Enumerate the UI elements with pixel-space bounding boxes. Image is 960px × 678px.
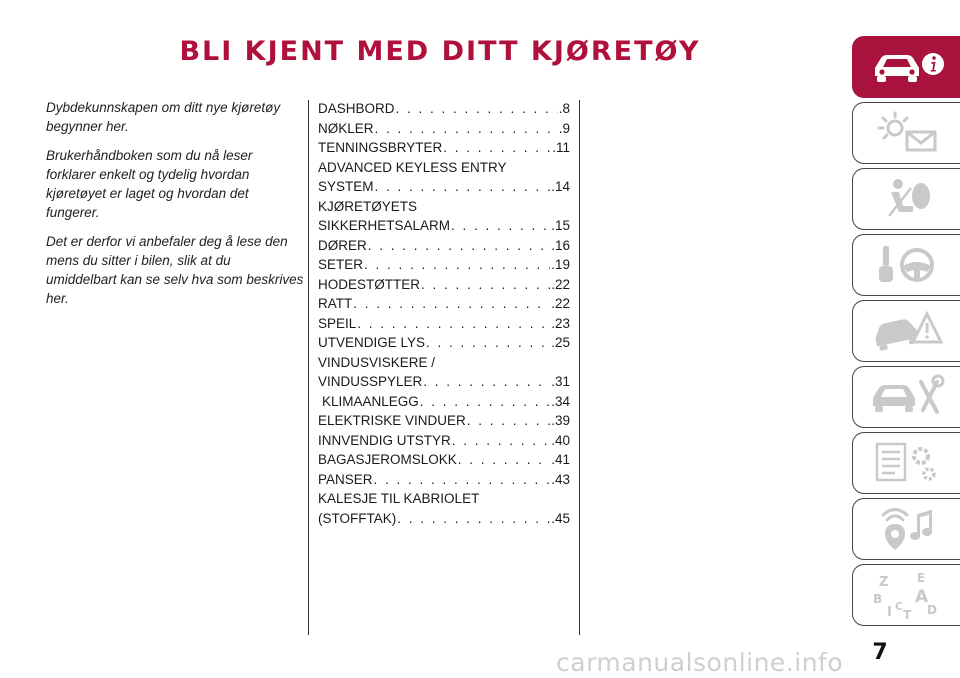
index-letter: I xyxy=(886,605,892,620)
toc-page: .9 xyxy=(558,120,570,136)
toc-entry-innvendig-utstyr[interactable] xyxy=(318,431,570,451)
key-steering-wheel-icon xyxy=(865,240,949,290)
toc-entry-keyless-entry[interactable] xyxy=(318,158,570,197)
index-letter: D xyxy=(926,603,937,617)
toc-entry-panser[interactable] xyxy=(318,470,570,490)
toc-leader-dots xyxy=(452,431,550,451)
toc-leader-dots xyxy=(467,411,550,431)
car-info-icon xyxy=(865,42,949,92)
intro-text xyxy=(46,98,304,318)
page-number: 7 xyxy=(872,640,888,665)
toc-title-line: KALESJE TIL KABRIOLET xyxy=(318,491,480,506)
toc-title: VINDUSSPYLER xyxy=(318,374,423,389)
toc-leader-dots xyxy=(451,216,550,236)
seat-airbag-icon xyxy=(865,174,949,224)
toc-title: SETER xyxy=(318,257,364,272)
tab-maintenance[interactable] xyxy=(852,366,960,428)
index-letter: E xyxy=(916,571,925,585)
toc-title: UTVENDIGE LYS xyxy=(318,335,426,350)
toc-title: ELEKTRISKE VINDUER xyxy=(318,413,466,428)
toc-title: INNVENDIG UTSTYR xyxy=(318,432,451,448)
toc-leader-dots xyxy=(368,236,550,256)
tab-technical-data[interactable] xyxy=(852,432,960,494)
toc-entry-elektriske-vinduer[interactable] xyxy=(318,411,570,431)
toc-title: BAGASJEROMSLOKK xyxy=(318,452,457,467)
toc-page: .34 xyxy=(551,393,570,409)
toc-page: .19 xyxy=(551,257,570,272)
toc-entry-klimaanlegg[interactable] xyxy=(318,392,570,412)
intro-paragraph: Det er derfor vi anbefaler deg å lese den mens du sitter i bilen, slik at du umiddelbart kan se selv hva som beskrives her. xyxy=(46,234,304,306)
toc-page: .43 xyxy=(551,471,570,487)
toc-title-line: ADVANCED KEYLESS ENTRY xyxy=(318,159,507,175)
toc-page: .14 xyxy=(551,179,570,194)
toc-leader-dots xyxy=(353,294,550,314)
toc-title: (STOFFTAK) xyxy=(318,510,397,526)
toc-leader-dots xyxy=(420,392,550,412)
multimedia-navigation-icon xyxy=(865,504,949,554)
toc-leader-dots xyxy=(364,255,550,275)
toc-entry-dashbord[interactable] xyxy=(318,99,570,119)
watermark: carmanualsonline.info xyxy=(556,648,844,677)
toc-leader-dots xyxy=(443,138,551,158)
toc-title: RATT xyxy=(318,296,353,311)
index-letter: T xyxy=(902,608,911,620)
toc-page: .23 xyxy=(551,315,570,331)
toc-page: .45 xyxy=(551,510,570,526)
page-title: BLI KJENT MED DITT KJØRETØY xyxy=(179,36,701,67)
index-letter: C xyxy=(894,600,903,613)
toc-page: .31 xyxy=(551,374,570,389)
toc-title-line: KJØRETØYETS xyxy=(318,198,418,214)
toc-title: TENNINGSBRYTER xyxy=(318,140,443,155)
car-service-tools-icon xyxy=(865,372,949,422)
toc-entry-utvendige-lys[interactable] xyxy=(318,333,570,353)
intro-paragraph: Dybdekunnskapen om ditt nye kjøretøy begynner her. xyxy=(46,100,281,134)
toc-leader-dots xyxy=(458,450,550,470)
toc-title: KLIMAANLEGG xyxy=(322,393,419,409)
index-letter: A xyxy=(914,587,928,607)
toc-leader-dots xyxy=(374,470,551,490)
toc-title: SIKKERHETSALARM xyxy=(318,218,451,233)
toc-title: NØKLER xyxy=(318,120,374,136)
tab-warning-lights[interactable] xyxy=(852,102,960,164)
toc-title-line: VINDUSVISKERE / xyxy=(318,354,436,370)
tab-starting-driving[interactable] xyxy=(852,234,960,296)
toc-page: .16 xyxy=(551,237,570,253)
toc-leader-dots xyxy=(421,275,550,295)
toc-title: PANSER xyxy=(318,471,373,487)
toc-leader-dots xyxy=(426,333,550,353)
toc-title: HODESTØTTER xyxy=(318,276,421,292)
warning-lights-message-icon xyxy=(865,108,949,158)
toc-leader-dots xyxy=(396,99,558,119)
intro-paragraph: Brukerhåndboken som du nå leser forklarer enkelt og tydelig hvordan kjøretøyet er laget og hvordan det fungerer. xyxy=(46,148,253,220)
toc-entry-dorer[interactable] xyxy=(318,236,570,256)
toc-page: .11 xyxy=(552,140,570,155)
toc-leader-dots xyxy=(375,177,551,197)
toc-entry-tenningsbryter[interactable] xyxy=(318,138,570,158)
table-of-contents xyxy=(318,99,570,528)
toc-entry-hodestotter[interactable] xyxy=(318,275,570,295)
column-divider xyxy=(579,100,580,635)
index-letter: Z xyxy=(878,575,888,590)
toc-entry-vindusviskere[interactable] xyxy=(318,353,570,392)
toc-leader-dots xyxy=(357,314,550,334)
tab-multimedia[interactable] xyxy=(852,498,960,560)
index-letter: B xyxy=(872,592,882,606)
toc-entry-ratt[interactable] xyxy=(318,294,570,314)
toc-entry-speil[interactable] xyxy=(318,314,570,334)
tab-index[interactable] xyxy=(852,564,960,626)
toc-entry-bagasjeromslokk[interactable] xyxy=(318,450,570,470)
toc-title: SYSTEM xyxy=(318,179,374,194)
alphabetical-index-icon xyxy=(865,570,949,620)
toc-title: SPEIL xyxy=(318,315,357,331)
tab-safety[interactable] xyxy=(852,168,960,230)
toc-page: .39 xyxy=(551,413,570,428)
toc-page: .8 xyxy=(558,101,570,116)
toc-page: .22 xyxy=(551,296,570,311)
toc-title: DASHBORD xyxy=(318,101,395,116)
toc-page: .15 xyxy=(551,218,570,233)
toc-entry-seter[interactable] xyxy=(318,255,570,275)
toc-leader-dots xyxy=(375,119,558,139)
column-divider xyxy=(308,100,309,635)
tab-emergency[interactable] xyxy=(852,300,960,362)
toc-page: .25 xyxy=(551,335,570,350)
toc-page: .22 xyxy=(551,276,570,292)
tab-car-info[interactable] xyxy=(852,36,960,98)
toc-entry-nokler[interactable] xyxy=(318,119,570,139)
toc-entry-kalesje[interactable] xyxy=(318,489,570,528)
breakdown-warning-icon xyxy=(865,306,949,356)
data-settings-icon xyxy=(865,438,949,488)
toc-leader-dots xyxy=(397,509,550,529)
toc-title: DØRER xyxy=(318,237,367,253)
toc-page: .40 xyxy=(551,432,570,448)
toc-entry-sikkerhetsalarm[interactable] xyxy=(318,197,570,236)
toc-leader-dots xyxy=(423,372,550,392)
toc-page: .41 xyxy=(551,452,570,467)
